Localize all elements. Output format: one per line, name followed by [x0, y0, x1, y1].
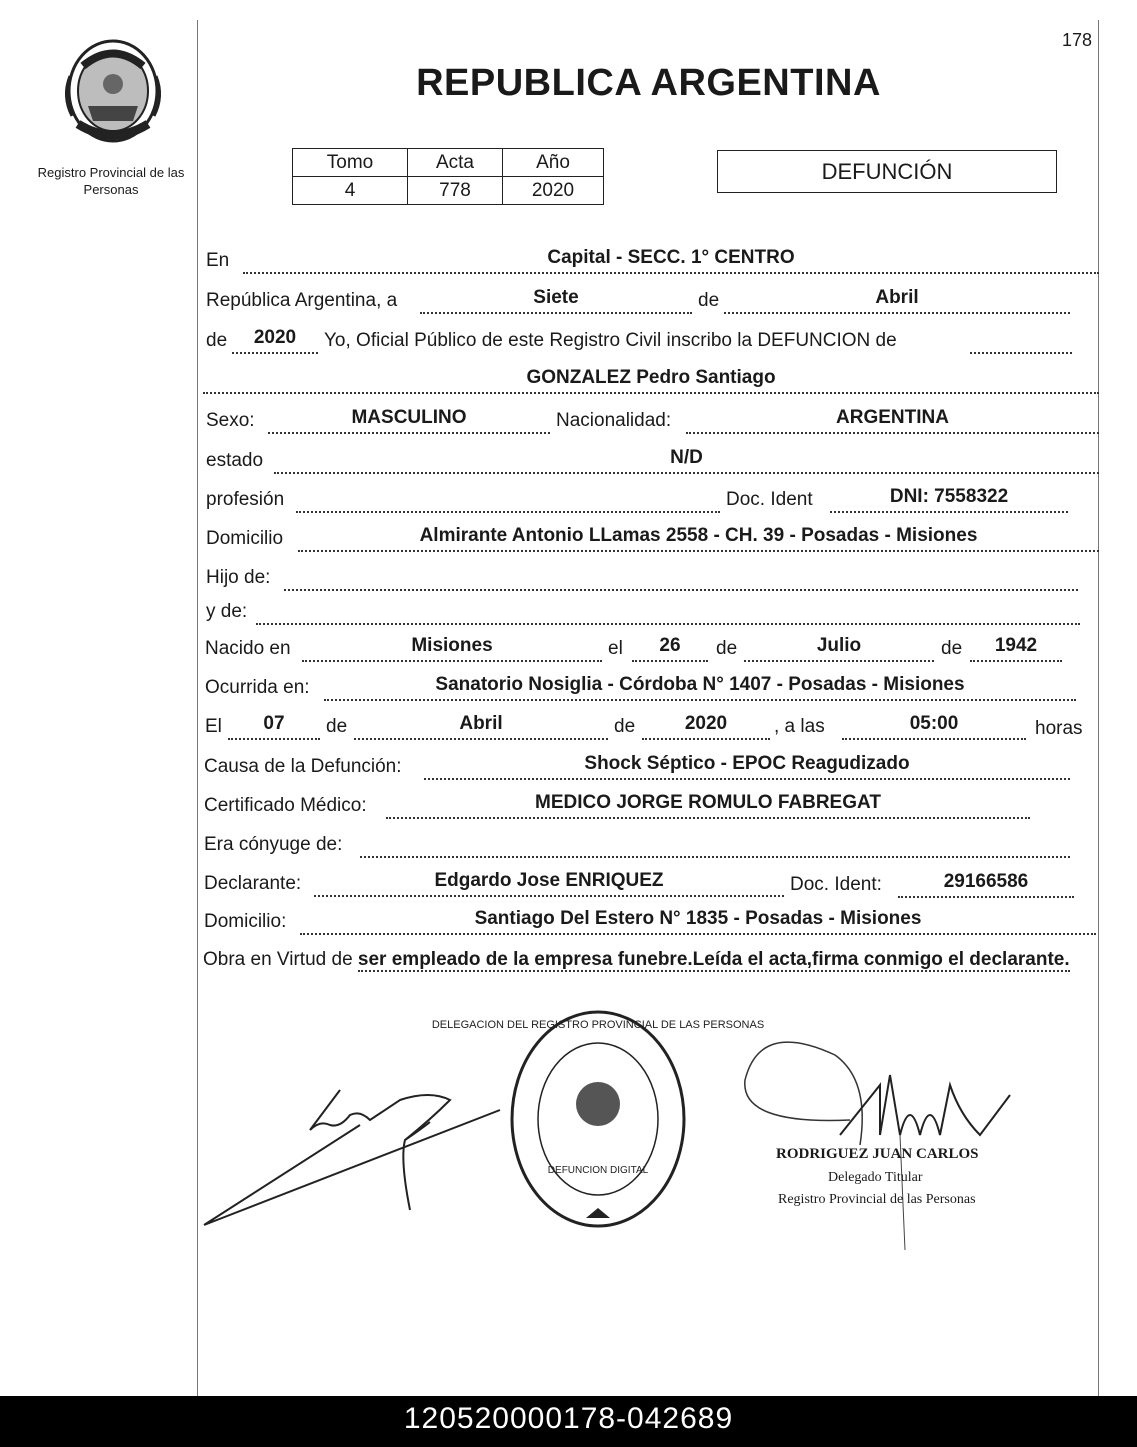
official-name: RODRIGUEZ JUAN CARLOS [776, 1146, 979, 1162]
republica-label: República Argentina, a [206, 290, 398, 311]
declarante-doc-value: 29166586 [943, 871, 1029, 892]
sexo-line [268, 432, 550, 434]
day-text-value: Siete [533, 287, 579, 308]
declarante-domicilio-line [300, 933, 1096, 935]
death-year-line [642, 738, 770, 740]
profesion-label: profesión [206, 489, 285, 510]
estado-label: estado [206, 450, 264, 471]
page-number: 178 [1062, 30, 1093, 50]
profesion-line [296, 511, 720, 513]
horas-label: horas [1035, 718, 1083, 739]
nacionalidad-line [686, 432, 1099, 434]
certificado-line [386, 817, 1030, 819]
death-month-line [354, 738, 608, 740]
nacido-label: Nacido en [205, 638, 291, 659]
death-time-line [842, 738, 1026, 740]
yde-label: y de: [206, 601, 248, 622]
obra-value: ser empleado de la empresa funebre.Leída el acta,firma conmigo el declarante. [357, 949, 1070, 970]
anio-header: Año [503, 149, 604, 177]
declarante-value: Edgardo Jose ENRIQUEZ [434, 870, 664, 891]
declarante-doc-label: Doc. Ident: [790, 874, 882, 895]
causa-value: Shock Séptico - EPOC Reagudizado [584, 753, 910, 774]
domicilio-line [298, 550, 1099, 552]
de-label-3: de [716, 638, 738, 659]
official-signature [740, 1025, 1040, 1255]
de-label-2: de [206, 330, 228, 351]
stamp-text: DELEGACION DEL REGISTRO PROVINCIAL DE LAS PERSONAS [431, 1019, 765, 1031]
el-date-label: El [205, 716, 222, 737]
doc-value: DNI: 7558322 [889, 486, 1009, 507]
certificado-value: MEDICO JORGE ROMULO FABREGAT [535, 792, 881, 813]
declarante-label: Declarante: [204, 873, 302, 894]
causa-label: Causa de la Defunción: [204, 756, 402, 777]
declarant-signature [200, 1080, 500, 1230]
declarante-doc-line [898, 896, 1074, 898]
birth-month-value: Julio [816, 635, 862, 656]
right-margin-line [1098, 20, 1099, 1396]
act-type-box: DEFUNCIÓN [717, 150, 1057, 193]
sexo-label: Sexo: [206, 410, 255, 431]
causa-line [424, 778, 1070, 780]
death-time-value: 05:00 [909, 713, 959, 734]
death-day-line [228, 738, 320, 740]
nacionalidad-value: ARGENTINA [836, 407, 949, 428]
conyuge-label: Era cónyuge de: [204, 834, 343, 855]
tomo-value: 4 [293, 177, 408, 205]
tomo-header: Tomo [293, 149, 408, 177]
month-line [724, 312, 1070, 314]
left-margin-line [197, 20, 198, 1396]
conyuge-line [360, 856, 1070, 858]
birth-month-line [744, 660, 934, 662]
obra-paragraph [203, 946, 1093, 973]
hijo-line [284, 589, 1078, 591]
declarante-domicilio-label: Domicilio: [204, 911, 287, 932]
official-registry: Registro Provincial de las Personas [778, 1192, 976, 1207]
domicilio-value: Almirante Antonio LLamas 2558 - CH. 39 - Posadas - Misiones [419, 525, 978, 546]
official-role: Delegado Titular [828, 1170, 923, 1185]
death-month-value: Abril [459, 713, 503, 734]
year-line [232, 352, 318, 354]
nacido-line [302, 660, 602, 662]
birth-year-value: 1942 [994, 635, 1038, 656]
birth-day-line [632, 660, 708, 662]
death-year-value: 2020 [684, 713, 728, 734]
obra-label: Obra en Virtud de [203, 949, 353, 970]
ocurrida-line [324, 699, 1076, 701]
day-text-line [420, 312, 692, 314]
registry-name: Registro Provincial de las Personas [37, 165, 185, 197]
ocurrida-value: Sanatorio Nosiglia - Córdoba N° 1407 - Posadas - Misiones [435, 674, 965, 695]
doc-line [830, 511, 1068, 513]
place-line [243, 272, 1099, 274]
de-label-1: de [698, 290, 720, 311]
yo-text: Yo, Oficial Público de este Registro Civil inscribo la DEFUNCION de [324, 330, 897, 351]
estado-line [274, 472, 1099, 474]
sexo-value: MASCULINO [351, 407, 467, 428]
de-label-6: de [614, 716, 636, 737]
yde-line [256, 623, 1080, 625]
declarante-domicilio-value: Santiago Del Estero N° 1835 - Posadas - Misiones [474, 908, 922, 929]
doc-label: Doc. Ident [726, 489, 813, 510]
el-label: el [608, 638, 623, 659]
ocurrida-label: Ocurrida en: [205, 677, 310, 698]
stamp-inner-text: DEFUNCION DIGITAL [547, 1165, 649, 1176]
year-value: 2020 [253, 327, 297, 348]
anio-value: 2020 [503, 177, 604, 205]
de-label-4: de [941, 638, 963, 659]
month-value: Abril [875, 287, 919, 308]
certificado-label: Certificado Médico: [204, 795, 367, 816]
hijo-label: Hijo de: [206, 567, 271, 588]
nacionalidad-label: Nacionalidad: [556, 410, 672, 431]
page-title: REPUBLICA ARGENTINA [416, 62, 881, 104]
document-code: 120520000178-042689 [0, 1396, 1137, 1447]
nacido-value: Misiones [411, 635, 493, 656]
registration-table [292, 148, 604, 205]
death-day-value: 07 [263, 713, 285, 734]
acta-header: Acta [408, 149, 503, 177]
yo-line [970, 352, 1072, 354]
official-stamp [431, 1008, 765, 1230]
declarante-line [314, 895, 784, 897]
place-value: Capital - SECC. 1° CENTRO [547, 247, 795, 268]
alas-label: , a las [774, 716, 825, 737]
en-label: En [206, 250, 230, 271]
deceased-name-line [203, 392, 1099, 394]
acta-value: 778 [408, 177, 503, 205]
birth-year-line [970, 660, 1062, 662]
domicilio-label: Domicilio [206, 528, 284, 549]
estado-value: N/D [670, 447, 703, 468]
birth-day-value: 26 [659, 635, 681, 656]
de-label-5: de [326, 716, 348, 737]
deceased-name-value: GONZALEZ Pedro Santiago [526, 367, 776, 388]
